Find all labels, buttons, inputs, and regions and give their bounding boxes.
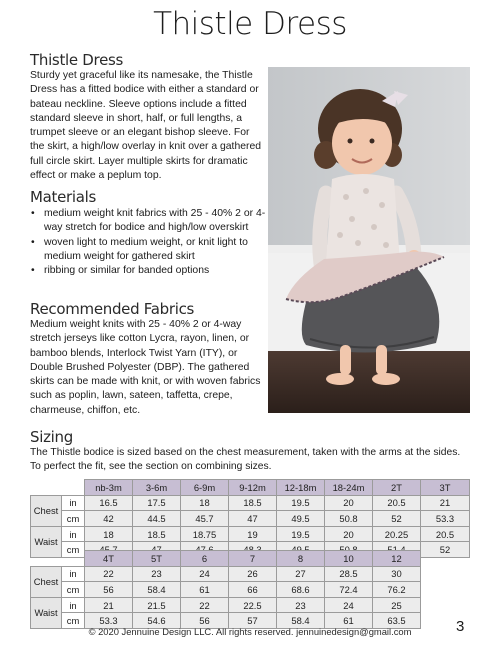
table-cell: 68.6	[277, 582, 325, 598]
table-cell: 50.8	[325, 511, 373, 527]
materials-heading: Materials	[30, 188, 97, 206]
footer-copyright: © 2020 Jennuine Design LLC. All rights reserved. jennuinedesign@gmail.com	[88, 626, 412, 637]
unit-label: in	[62, 566, 85, 582]
size-header: 6	[181, 551, 229, 567]
table-cell: 66	[229, 582, 277, 598]
unit-label: in	[62, 526, 85, 542]
table-cell: 18.75	[181, 526, 229, 542]
table-cell: 18	[181, 495, 229, 511]
table-cell: 52	[421, 542, 470, 558]
table-cell: 45.7	[181, 511, 229, 527]
sizing-paragraph: The Thistle bodice is sized based on the chest measurement, taken with the arms at the sides. To perfect the fit, see the section on combining sizes.	[30, 447, 461, 472]
table-header-row	[31, 551, 421, 567]
table-cell: 58.4	[133, 582, 181, 598]
size-header: 5T	[133, 551, 181, 567]
table-row	[31, 582, 421, 598]
intro-heading: Thistle Dress	[30, 51, 124, 69]
size-header: 18-24m	[325, 480, 373, 496]
table-cell: 76.2	[373, 582, 421, 598]
table-cell: 17.5	[133, 495, 181, 511]
table-cell: 56	[85, 582, 133, 598]
table-cell: 21	[85, 597, 133, 613]
table-cell: 20.5	[373, 495, 421, 511]
table-cell: 16.5	[85, 495, 133, 511]
table-cell: 53.3	[85, 613, 133, 629]
size-table-1	[30, 479, 470, 558]
table-cell: 53.3	[421, 511, 470, 527]
unit-label: cm	[62, 613, 85, 629]
table-cell: 24	[181, 566, 229, 582]
table-cell: 22	[85, 566, 133, 582]
table-row	[31, 495, 470, 511]
size-header: 12	[373, 551, 421, 567]
fabrics-heading: Recommended Fabrics	[30, 300, 195, 318]
table-cell: 18.5	[133, 526, 181, 542]
table-cell: 19	[229, 526, 277, 542]
table-cell: 27	[277, 566, 325, 582]
row-group-label: Chest	[31, 495, 62, 526]
table-cell: 54.6	[133, 613, 181, 629]
size-header: 4T	[85, 551, 133, 567]
table-row	[31, 511, 470, 527]
table-cell: 20.25	[373, 526, 421, 542]
table-cell: 28.5	[325, 566, 373, 582]
table-cell: 19.5	[277, 526, 325, 542]
table-cell: 52	[373, 511, 421, 527]
materials-list	[30, 207, 266, 278]
table-row	[31, 526, 470, 542]
table-row	[31, 566, 421, 582]
size-header: 8	[277, 551, 325, 567]
intro-paragraph: Sturdy yet graceful like its namesake, the Thistle Dress has a fitted bodice with either a standard or bateau neckline. Sleeve options include a fitted standard sleeve in short, half, or full lengths, a trumpet sleeve or an elegant bishop sleeve. For the skirt, a high/low overlay in knit over a gathered full circle skirt. Layer multiple skirts for dramatic effect or make a peplum top.	[30, 70, 262, 182]
list-item: • medium weight knit fabrics with 25 - 40% 2 or 4-way stretch for bodice and high/low overskirt	[30, 207, 266, 236]
table-cell: 20	[325, 526, 373, 542]
row-group-label: Waist	[31, 597, 62, 628]
size-header: 3T	[421, 480, 470, 496]
fabrics-paragraph: Medium weight knits with 25 - 40% 2 or 4-way stretch jerseys like cotton Lycra, rayon, linen, or bamboo blends, Interlock Twist Yarn (ITY), or Double Brushed Polyester (DBP). The gathered skirts can be made with knit, or with woven fabrics such as poplin, lawn, sateen, taffetta, crepe, charmeuse, chiffon, etc.	[30, 319, 261, 416]
table-cell: 21	[421, 495, 470, 511]
table-cell: 58.4	[277, 613, 325, 629]
table-cell: 19.5	[277, 495, 325, 511]
table-cell: 49.5	[277, 511, 325, 527]
list-item: • ribbing or similar for banded options	[30, 264, 266, 278]
sizing-heading: Sizing	[30, 428, 73, 446]
size-header: nb-3m	[85, 480, 133, 496]
table-cell: 21.5	[133, 597, 181, 613]
size-header: 3-6m	[133, 480, 181, 496]
table-cell: 18	[85, 526, 133, 542]
unit-label: in	[62, 495, 85, 511]
table-cell: 72.4	[325, 582, 373, 598]
page-number: 3	[456, 618, 465, 635]
table-cell: 44.5	[133, 511, 181, 527]
table-cell: 23	[277, 597, 325, 613]
table-cell: 20.5	[421, 526, 470, 542]
table-cell: 61	[325, 613, 373, 629]
table-cell: 24	[325, 597, 373, 613]
page-title: Thistle Dress	[153, 6, 347, 42]
table-header-row	[31, 480, 470, 496]
table-cell: 56	[181, 613, 229, 629]
table-row	[31, 597, 421, 613]
unit-label: cm	[62, 542, 85, 558]
row-group-label: Chest	[31, 566, 62, 597]
unit-label: cm	[62, 511, 85, 527]
size-header: 7	[229, 551, 277, 567]
table-cell: 23	[133, 566, 181, 582]
table-cell: 42	[85, 511, 133, 527]
size-header: 9-12m	[229, 480, 277, 496]
table-cell: 20	[325, 495, 373, 511]
size-header: 12-18m	[277, 480, 325, 496]
product-photo	[268, 67, 470, 413]
table-cell: 26	[229, 566, 277, 582]
table-cell: 30	[373, 566, 421, 582]
table-cell: 22	[181, 597, 229, 613]
size-table-2	[30, 550, 421, 629]
table-cell: 61	[181, 582, 229, 598]
size-header: 2T	[373, 480, 421, 496]
table-cell: 57	[229, 613, 277, 629]
table-cell: 47	[229, 511, 277, 527]
table-cell: 63.5	[373, 613, 421, 629]
table-cell: 25	[373, 597, 421, 613]
size-header: 6-9m	[181, 480, 229, 496]
size-header: 10	[325, 551, 373, 567]
unit-label: in	[62, 597, 85, 613]
unit-label: cm	[62, 582, 85, 598]
table-cell: 22.5	[229, 597, 277, 613]
list-item: • woven light to medium weight, or knit light to medium weight for gathered skirt	[30, 236, 266, 265]
table-cell: 18.5	[229, 495, 277, 511]
row-group-label: Waist	[31, 526, 62, 557]
